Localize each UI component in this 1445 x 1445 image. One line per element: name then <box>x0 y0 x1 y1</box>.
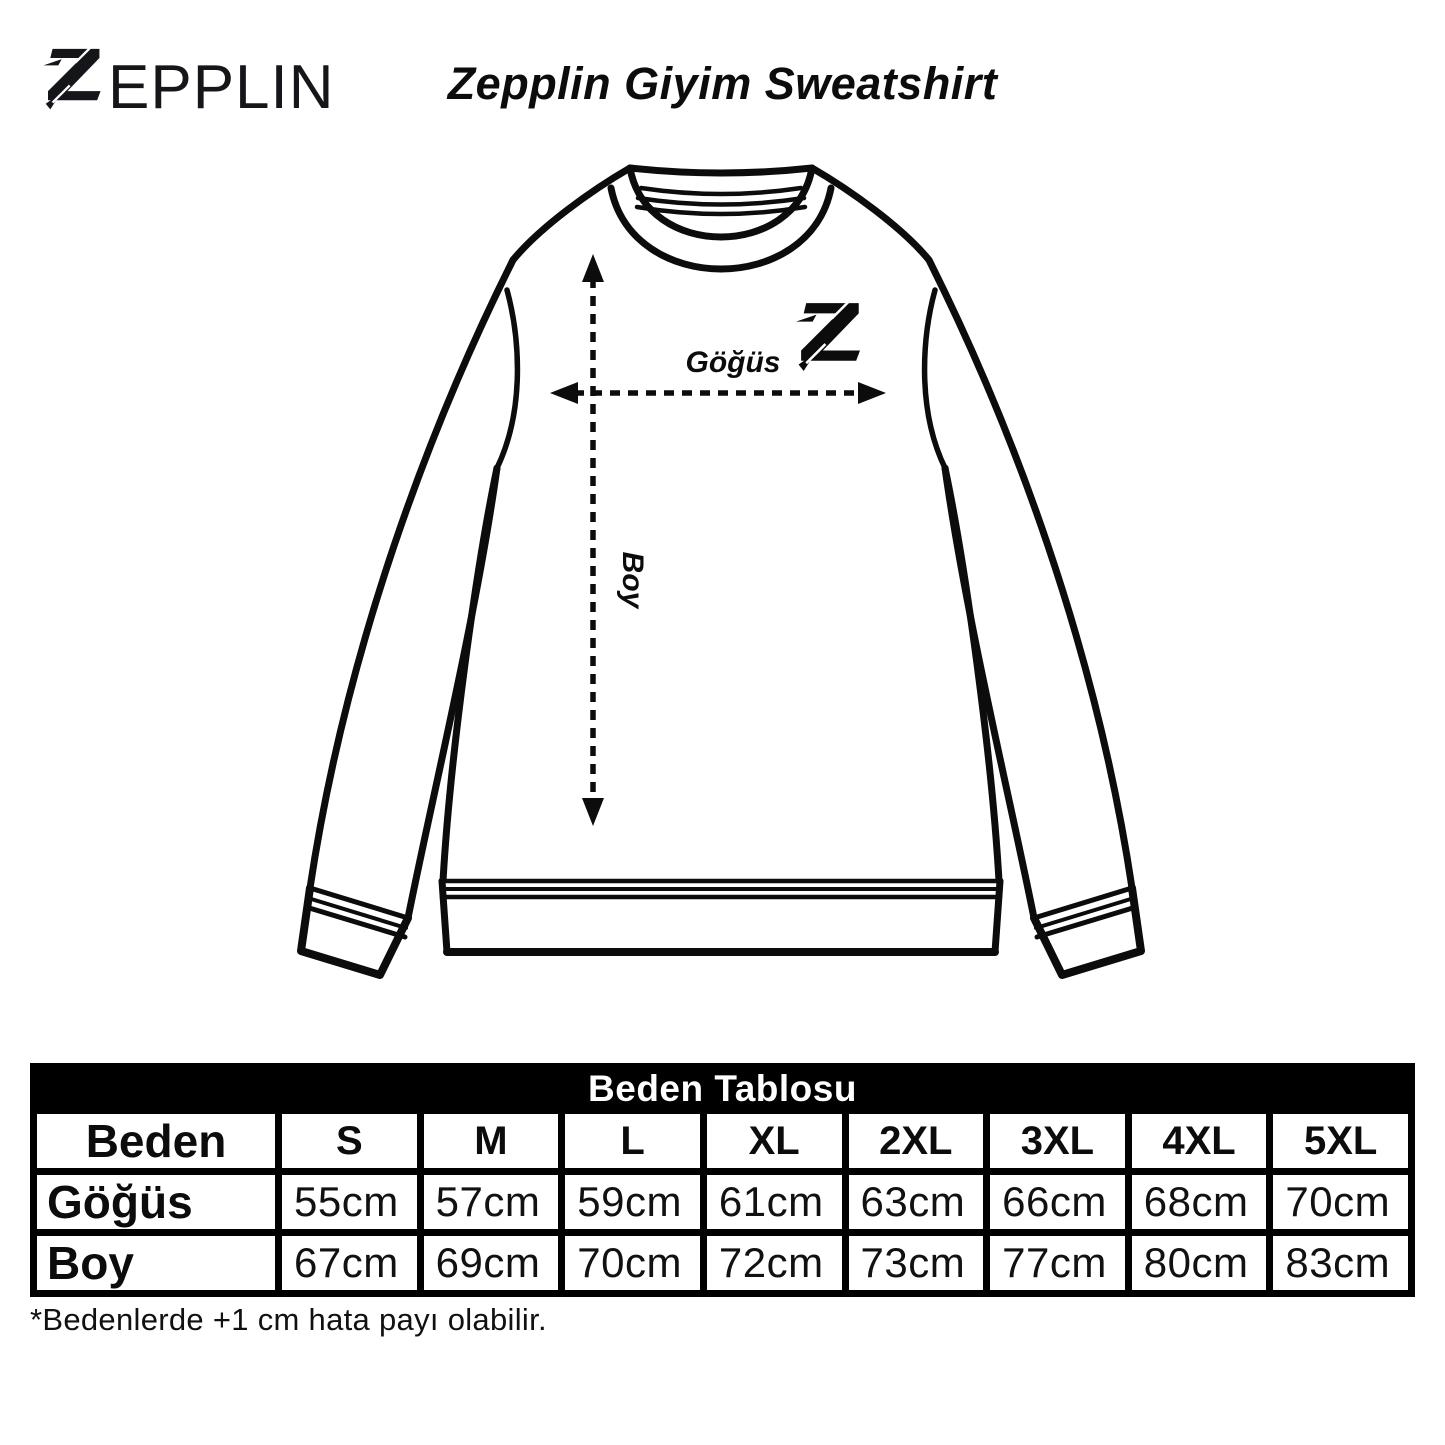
col-header-xl: XL <box>707 1114 842 1168</box>
boy-4xl: 80cm <box>1132 1236 1267 1290</box>
size-table-title: Beden Tablosu <box>37 1063 1408 1114</box>
size-table <box>30 1063 1415 1297</box>
brand-logo-text: EPPLIN <box>108 53 335 123</box>
gogus-l: 59cm <box>565 1175 700 1229</box>
chest-z-logo-icon <box>796 299 860 371</box>
boy-l: 70cm <box>565 1236 700 1290</box>
row-label-boy: Boy <box>37 1236 275 1290</box>
tolerance-footnote: *Bedenlerde +1 cm hata payı olabilir. <box>30 1302 547 1337</box>
boy-5xl: 83cm <box>1273 1236 1408 1290</box>
col-header-s: S <box>282 1114 417 1168</box>
row-label-gogus: Göğüs <box>37 1175 275 1229</box>
gogus-s: 55cm <box>282 1175 417 1229</box>
size-table-grid <box>37 1114 1408 1290</box>
gogus-5xl: 70cm <box>1273 1175 1408 1229</box>
boy-m: 69cm <box>424 1236 559 1290</box>
sweatshirt-diagram <box>280 148 1165 1033</box>
col-header-4xl: 4XL <box>1132 1114 1267 1168</box>
page-title-regular: Zepplin Giyim <box>447 58 765 109</box>
col-header-5xl: 5XL <box>1273 1114 1408 1168</box>
chest-measure-label: Göğüs <box>685 346 781 379</box>
boy-s: 67cm <box>282 1236 417 1290</box>
col-header-beden: Beden <box>37 1114 275 1168</box>
length-arrow <box>582 254 604 826</box>
page-title-bold: Sweatshirt <box>764 58 998 109</box>
boy-3xl: 77cm <box>990 1236 1125 1290</box>
gogus-4xl: 68cm <box>1132 1175 1267 1229</box>
gogus-2xl: 63cm <box>849 1175 984 1229</box>
boy-2xl: 73cm <box>849 1236 984 1290</box>
gogus-xl: 61cm <box>707 1175 842 1229</box>
page-title <box>0 58 1445 110</box>
col-header-3xl: 3XL <box>990 1114 1125 1168</box>
col-header-2xl: 2XL <box>849 1114 984 1168</box>
chest-arrow <box>550 382 886 404</box>
gogus-3xl: 66cm <box>990 1175 1125 1229</box>
col-header-m: M <box>424 1114 559 1168</box>
col-header-l: L <box>565 1114 700 1168</box>
sweatshirt-flat-svg <box>280 148 1165 1033</box>
length-measure-label: Boy <box>616 551 649 609</box>
gogus-m: 57cm <box>424 1175 559 1229</box>
boy-xl: 72cm <box>707 1236 842 1290</box>
